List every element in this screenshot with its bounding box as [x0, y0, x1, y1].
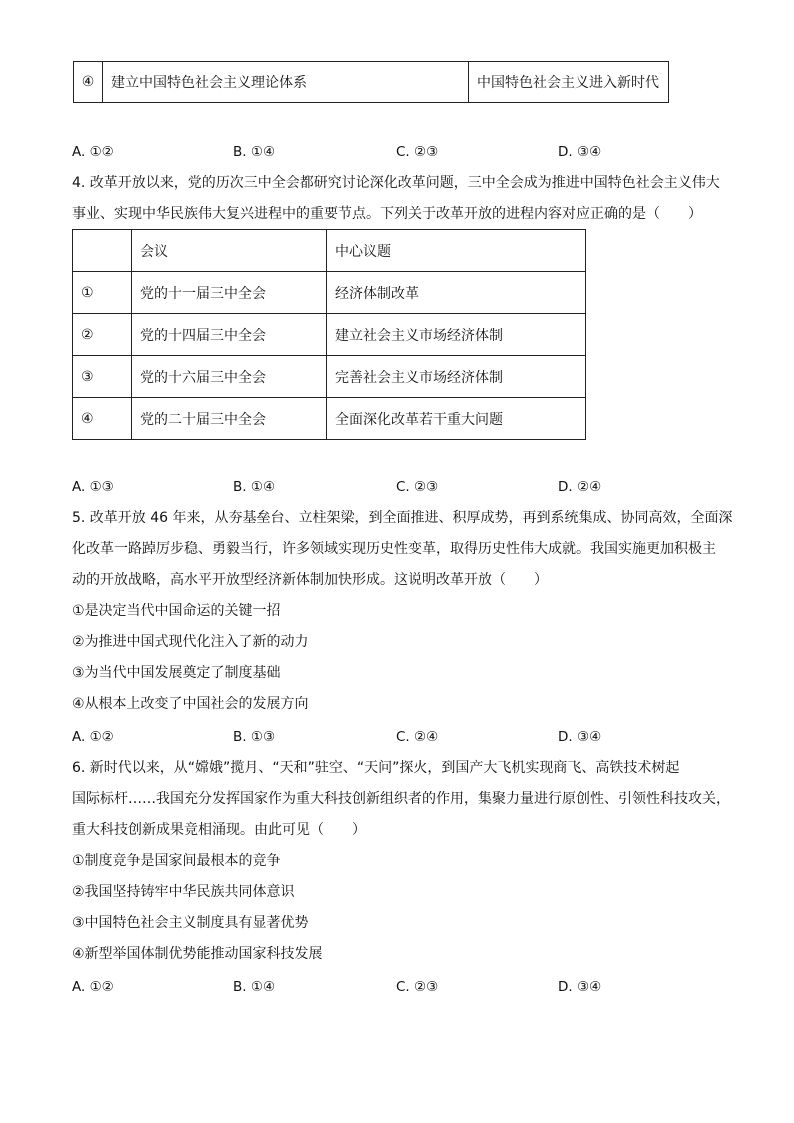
option-d[interactable]: D. ③④ [558, 144, 602, 160]
question-4-table [72, 229, 586, 440]
stem-line: 5. 改革开放 46 年来，从夯基垒台、立柱架梁，到全面推进、积厚成势，再到系统集成、协同高效，全面深 [72, 510, 733, 526]
option-d[interactable]: D. ③④ [558, 729, 602, 745]
question-6-stem [72, 753, 730, 970]
option-c[interactable]: C. ②③ [396, 979, 439, 995]
option-a[interactable]: A. ①② [72, 729, 114, 745]
option-d[interactable]: D. ③④ [558, 979, 602, 995]
option-b[interactable]: B. ①③ [233, 729, 276, 745]
table-cell: ④ [74, 62, 103, 103]
question-4-stem [72, 168, 720, 230]
table-cell: 建立中国特色社会主义理论体系 [103, 62, 469, 103]
table-cell: 建立社会主义市场经济体制 [327, 314, 586, 356]
table-cell: 党的二十届三中全会 [132, 398, 327, 440]
option-c[interactable]: C. ②④ [396, 729, 439, 745]
table-cell: 党的十六届三中全会 [132, 356, 327, 398]
table-header-cell [73, 230, 132, 272]
table-row [73, 272, 586, 314]
stem-line: 重大科技创新成果竞相涌现。由此可见（ ） [72, 822, 366, 838]
option-b[interactable]: B. ①④ [233, 144, 276, 160]
stem-line: 动的开放战略，高水平开放型经济新体制加快形成。这说明改革开放（ ） [72, 572, 548, 588]
statement-item: ①制度竞争是国家间最根本的竞争 [72, 853, 281, 869]
statement-item: ③中国特色社会主义制度具有显著优势 [72, 915, 309, 931]
statement-item: ①是决定当代中国命运的关键一招 [72, 603, 281, 619]
stem-line: 事业、实现中华民族伟大复兴进程中的重要节点。下列关于改革开放的进程内容对应正确的是（ ） [72, 206, 702, 222]
stem-line: 国际标杆……我国充分发挥国家作为重大科技创新组织者的作用，集聚力量进行原创性、引领性科技攻关， [72, 791, 730, 807]
table-row [74, 62, 669, 103]
table-row [73, 356, 586, 398]
table-cell: 全面深化改革若干重大问题 [327, 398, 586, 440]
statement-item: ②为推进中国式现代化注入了新的动力 [72, 634, 309, 650]
table-header-row [73, 230, 586, 272]
table-cell: ① [73, 272, 132, 314]
table-cell: 完善社会主义市场经济体制 [327, 356, 586, 398]
option-c[interactable]: C. ②③ [396, 479, 439, 495]
option-a[interactable]: A. ①② [72, 979, 114, 995]
stem-line: 化改革一路踔厉步稳、勇毅当行，许多领域实现历史性变革，取得历史性伟大成就。我国实施更加积极主 [72, 541, 716, 557]
option-b[interactable]: B. ①④ [233, 979, 276, 995]
table-row [73, 398, 586, 440]
statement-item: ④新型举国体制优势能推动国家科技发展 [72, 946, 323, 962]
statement-item: ③为当代中国发展奠定了制度基础 [72, 665, 281, 681]
table-header-cell: 会议 [132, 230, 327, 272]
table-cell: ④ [73, 398, 132, 440]
statement-item: ④从根本上改变了中国社会的发展方向 [72, 696, 309, 712]
table-row [73, 314, 586, 356]
table-cell: 中国特色社会主义进入新时代 [469, 62, 669, 103]
option-a[interactable]: A. ①② [72, 144, 114, 160]
table-cell: 党的十一届三中全会 [132, 272, 327, 314]
stem-line: 6. 新时代以来，从“嫦娥”揽月、“天和”驻空、“天问”探火，到国产大飞机实现商飞、高铁技术树起 [72, 760, 680, 776]
option-b[interactable]: B. ①④ [233, 479, 276, 495]
table-cell: ② [73, 314, 132, 356]
question-5-stem [72, 503, 733, 720]
option-a[interactable]: A. ①③ [72, 479, 114, 495]
stem-line: 4. 改革开放以来，党的历次三中全会都研究讨论深化改革问题，三中全会成为推进中国特色社会主义伟大 [72, 175, 720, 191]
option-c[interactable]: C. ②③ [396, 144, 439, 160]
statement-item: ②我国坚持铸牢中华民族共同体意识 [72, 884, 295, 900]
table-header-cell: 中心议题 [327, 230, 586, 272]
top-table [73, 61, 669, 103]
table-cell: 党的十四届三中全会 [132, 314, 327, 356]
table-cell: 经济体制改革 [327, 272, 586, 314]
option-d[interactable]: D. ②④ [558, 479, 602, 495]
table-cell: ③ [73, 356, 132, 398]
